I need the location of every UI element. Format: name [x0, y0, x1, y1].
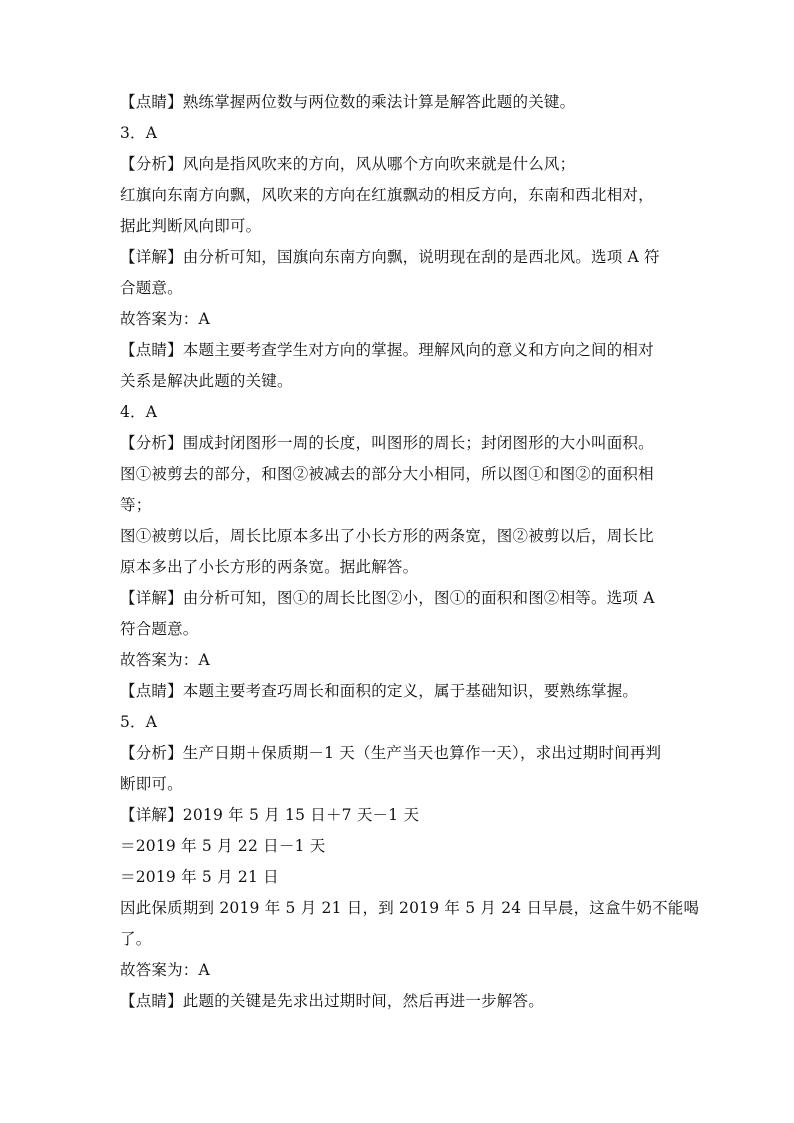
text-line: 【点睛】此题的关键是先求出过期时间，然后再进一步解答。	[120, 992, 544, 1010]
text-line: ＝2019 年 5 月 22 日－1 天	[120, 837, 326, 855]
text-line: 合题意。	[120, 279, 183, 297]
text-line: 了。	[120, 930, 152, 948]
text-line: 【分析】生产日期＋保质期－1 天（生产当天也算作一天），求出过期时间再判	[120, 744, 662, 762]
text-line: 【点睛】本题主要考查学生对方向的掌握。理解风向的意义和方向之间的相对	[120, 341, 654, 359]
text-line: 因此保质期到 2019 年 5 月 21 日，到 2019 年 5 月 24 日早晨，这盒牛奶不能喝	[120, 899, 700, 917]
answer-line: 故答案为：A	[120, 310, 210, 328]
text-line: 【详解】由分析可知，图①的周长比图②小，图①的面积和图②相等。选项 A	[120, 589, 655, 607]
text-line: 【分析】围成封闭图形一周的长度，叫图形的周长；封闭图形的大小叫面积。	[120, 434, 654, 452]
text-line: 原本多出了小长方形的两条宽。据此解答。	[120, 558, 419, 576]
answer-line: 故答案为：A	[120, 651, 210, 669]
text-line: 图①被剪去的部分，和图②被减去的部分大小相同，所以图①和图②的面积相	[120, 465, 654, 483]
text-line: 等；	[120, 496, 152, 514]
text-line: 【点睛】本题主要考查巧周长和面积的定义，属于基础知识，要熟练掌握。	[120, 682, 639, 700]
text-line: 关系是解决此题的关键。	[120, 372, 293, 390]
text-line: 符合题意。	[120, 620, 199, 638]
text-line: 【点睛】熟练掌握两位数与两位数的乘法计算是解答此题的关键。	[120, 93, 576, 111]
text-line: 【详解】由分析可知，国旗向东南方向飘，说明现在刮的是西北风。选项 A 符	[120, 248, 660, 266]
question-number: 4．A	[120, 403, 158, 421]
text-line: 图①被剪以后，周长比原本多出了小长方形的两条宽，图②被剪以后，周长比	[120, 527, 654, 545]
text-line: 红旗向东南方向飘，风吹来的方向在红旗飘动的相反方向，东南和西北相对，	[120, 186, 654, 204]
text-line: 断即可。	[120, 775, 183, 793]
question-number: 5．A	[120, 713, 158, 731]
text-line: 据此判断风向即可。	[120, 217, 262, 235]
answer-text-body	[120, 87, 700, 1017]
question-number: 3．A	[120, 124, 158, 142]
text-line: ＝2019 年 5 月 21 日	[120, 868, 279, 886]
text-line: 【详解】2019 年 5 月 15 日＋7 天－1 天	[120, 806, 420, 824]
text-line: 【分析】风向是指风吹来的方向，风从哪个方向吹来就是什么风；	[120, 155, 576, 173]
answer-line: 故答案为：A	[120, 961, 210, 979]
